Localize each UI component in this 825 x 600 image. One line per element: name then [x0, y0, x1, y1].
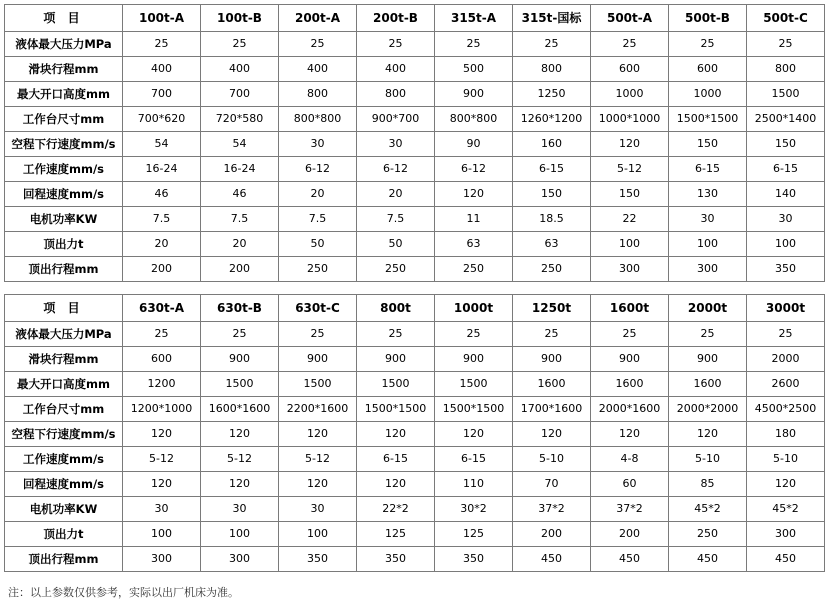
cell: 350	[747, 257, 825, 282]
cell: 50	[279, 232, 357, 257]
cell: 25	[669, 32, 747, 57]
cell: 900	[357, 347, 435, 372]
cell: 70	[513, 472, 591, 497]
table-row	[5, 422, 825, 447]
cell: 300	[669, 257, 747, 282]
cell: 2200*1600	[279, 397, 357, 422]
cell: 4500*2500	[747, 397, 825, 422]
column-header: 1250t	[513, 295, 591, 322]
cell: 6-12	[435, 157, 513, 182]
cell: 120	[357, 472, 435, 497]
cell: 54	[201, 132, 279, 157]
table-row	[5, 472, 825, 497]
cell: 30	[123, 497, 201, 522]
cell: 120	[747, 472, 825, 497]
table-row	[5, 522, 825, 547]
cell: 25	[357, 32, 435, 57]
row-header: 滑块行程mm	[5, 347, 123, 372]
table-row	[5, 82, 825, 107]
cell: 900	[201, 347, 279, 372]
table-row	[5, 372, 825, 397]
cell: 300	[123, 547, 201, 572]
column-header: 项 目	[5, 295, 123, 322]
cell: 450	[591, 547, 669, 572]
row-header: 电机功率KW	[5, 207, 123, 232]
cell: 150	[591, 182, 669, 207]
cell: 1000*1000	[591, 107, 669, 132]
cell: 6-15	[357, 447, 435, 472]
table-row	[5, 157, 825, 182]
cell: 350	[435, 547, 513, 572]
cell: 25	[669, 322, 747, 347]
cell: 6-15	[747, 157, 825, 182]
row-header: 顶出行程mm	[5, 547, 123, 572]
row-header: 工作速度mm/s	[5, 447, 123, 472]
cell: 150	[669, 132, 747, 157]
cell: 1000	[591, 82, 669, 107]
cell: 400	[279, 57, 357, 82]
cell: 2000*1600	[591, 397, 669, 422]
cell: 250	[435, 257, 513, 282]
cell: 1000	[669, 82, 747, 107]
cell: 1600	[513, 372, 591, 397]
row-header: 空程下行速度mm/s	[5, 422, 123, 447]
cell: 25	[279, 322, 357, 347]
cell: 400	[201, 57, 279, 82]
cell: 600	[669, 57, 747, 82]
cell: 30	[747, 207, 825, 232]
cell: 900	[669, 347, 747, 372]
cell: 90	[435, 132, 513, 157]
cell: 25	[123, 32, 201, 57]
cell: 120	[201, 422, 279, 447]
cell: 22	[591, 207, 669, 232]
table-row	[5, 232, 825, 257]
cell: 180	[747, 422, 825, 447]
cell: 4-8	[591, 447, 669, 472]
cell: 700*620	[123, 107, 201, 132]
cell: 600	[591, 57, 669, 82]
table-row	[5, 347, 825, 372]
cell: 150	[747, 132, 825, 157]
cell: 5-10	[513, 447, 591, 472]
column-header: 500t-B	[669, 5, 747, 32]
cell: 800*800	[435, 107, 513, 132]
cell: 100	[279, 522, 357, 547]
cell: 25	[357, 322, 435, 347]
column-header: 1600t	[591, 295, 669, 322]
cell: 25	[279, 32, 357, 57]
cell: 1500	[201, 372, 279, 397]
cell: 125	[357, 522, 435, 547]
table-row	[5, 107, 825, 132]
cell: 46	[123, 182, 201, 207]
column-header: 630t-C	[279, 295, 357, 322]
table-row	[5, 547, 825, 572]
cell: 120	[669, 422, 747, 447]
cell: 120	[513, 422, 591, 447]
cell: 6-12	[279, 157, 357, 182]
cell: 700	[201, 82, 279, 107]
cell: 1500*1500	[435, 397, 513, 422]
column-header: 项 目	[5, 5, 123, 32]
cell: 1600	[591, 372, 669, 397]
table-row	[5, 207, 825, 232]
cell: 120	[591, 132, 669, 157]
table-header-row	[5, 5, 825, 32]
row-header: 顶出力t	[5, 522, 123, 547]
table-row	[5, 322, 825, 347]
cell: 120	[591, 422, 669, 447]
cell: 900	[435, 347, 513, 372]
cell: 120	[357, 422, 435, 447]
table-row	[5, 447, 825, 472]
cell: 7.5	[279, 207, 357, 232]
cell: 16-24	[123, 157, 201, 182]
cell: 2500*1400	[747, 107, 825, 132]
cell: 25	[513, 322, 591, 347]
cell: 37*2	[591, 497, 669, 522]
cell: 100	[591, 232, 669, 257]
column-header: 100t-A	[123, 5, 201, 32]
cell: 800	[279, 82, 357, 107]
cell: 25	[747, 32, 825, 57]
row-header: 液体最大压力MPa	[5, 322, 123, 347]
cell: 5-12	[279, 447, 357, 472]
cell: 900	[279, 347, 357, 372]
footnote: 注：以上参数仅供参考，实际以出厂机床为准。	[8, 586, 239, 599]
cell: 45*2	[747, 497, 825, 522]
table-row	[5, 257, 825, 282]
cell: 120	[435, 422, 513, 447]
cell: 1500	[279, 372, 357, 397]
column-header: 200t-A	[279, 5, 357, 32]
spec-table-2	[4, 294, 825, 572]
column-header: 315t-A	[435, 5, 513, 32]
cell: 800	[513, 57, 591, 82]
cell: 25	[513, 32, 591, 57]
cell: 300	[591, 257, 669, 282]
cell: 45*2	[669, 497, 747, 522]
cell: 120	[435, 182, 513, 207]
cell: 85	[669, 472, 747, 497]
cell: 450	[669, 547, 747, 572]
cell: 120	[279, 422, 357, 447]
row-header: 电机功率KW	[5, 497, 123, 522]
cell: 1200*1000	[123, 397, 201, 422]
row-header: 液体最大压力MPa	[5, 32, 123, 57]
cell: 160	[513, 132, 591, 157]
cell: 350	[357, 547, 435, 572]
table-row	[5, 497, 825, 522]
cell: 450	[747, 547, 825, 572]
cell: 25	[435, 32, 513, 57]
column-header: 500t-A	[591, 5, 669, 32]
cell: 54	[123, 132, 201, 157]
cell: 7.5	[201, 207, 279, 232]
cell: 250	[669, 522, 747, 547]
cell: 350	[279, 547, 357, 572]
cell: 300	[201, 547, 279, 572]
cell: 6-15	[669, 157, 747, 182]
cell: 20	[279, 182, 357, 207]
cell: 30	[357, 132, 435, 157]
row-header: 回程速度mm/s	[5, 182, 123, 207]
cell: 600	[123, 347, 201, 372]
cell: 900	[513, 347, 591, 372]
cell: 5-10	[747, 447, 825, 472]
cell: 25	[747, 322, 825, 347]
cell: 22*2	[357, 497, 435, 522]
cell: 11	[435, 207, 513, 232]
cell: 25	[123, 322, 201, 347]
cell: 150	[513, 182, 591, 207]
cell: 1600*1600	[201, 397, 279, 422]
cell: 25	[591, 322, 669, 347]
cell: 46	[201, 182, 279, 207]
cell: 900	[435, 82, 513, 107]
spec-table-1	[4, 4, 825, 282]
cell: 20	[123, 232, 201, 257]
cell: 300	[747, 522, 825, 547]
cell: 500	[435, 57, 513, 82]
cell: 100	[123, 522, 201, 547]
cell: 120	[201, 472, 279, 497]
cell: 6-12	[357, 157, 435, 182]
cell: 30*2	[435, 497, 513, 522]
row-header: 工作速度mm/s	[5, 157, 123, 182]
cell: 5-12	[591, 157, 669, 182]
cell: 25	[201, 322, 279, 347]
table-row	[5, 32, 825, 57]
row-header: 最大开口高度mm	[5, 372, 123, 397]
cell: 1500*1500	[669, 107, 747, 132]
row-header: 最大开口高度mm	[5, 82, 123, 107]
table-row	[5, 182, 825, 207]
cell: 450	[513, 547, 591, 572]
cell: 800	[747, 57, 825, 82]
cell: 7.5	[357, 207, 435, 232]
cell: 800	[357, 82, 435, 107]
cell: 6-15	[435, 447, 513, 472]
cell: 18.5	[513, 207, 591, 232]
cell: 140	[747, 182, 825, 207]
cell: 2000	[747, 347, 825, 372]
row-header: 回程速度mm/s	[5, 472, 123, 497]
cell: 1700*1600	[513, 397, 591, 422]
cell: 5-10	[669, 447, 747, 472]
cell: 25	[201, 32, 279, 57]
column-header: 500t-C	[747, 5, 825, 32]
cell: 7.5	[123, 207, 201, 232]
row-header: 滑块行程mm	[5, 57, 123, 82]
column-header: 630t-A	[123, 295, 201, 322]
row-header: 工作台尺寸mm	[5, 107, 123, 132]
cell: 125	[435, 522, 513, 547]
cell: 700	[123, 82, 201, 107]
cell: 5-12	[201, 447, 279, 472]
column-header: 100t-B	[201, 5, 279, 32]
cell: 1200	[123, 372, 201, 397]
column-header: 2000t	[669, 295, 747, 322]
cell: 100	[747, 232, 825, 257]
column-header: 200t-B	[357, 5, 435, 32]
column-header: 3000t	[747, 295, 825, 322]
cell: 720*580	[201, 107, 279, 132]
cell: 63	[513, 232, 591, 257]
cell: 800*800	[279, 107, 357, 132]
cell: 25	[435, 322, 513, 347]
cell: 110	[435, 472, 513, 497]
column-header: 315t-国标	[513, 5, 591, 32]
cell: 20	[357, 182, 435, 207]
cell: 30	[201, 497, 279, 522]
cell: 25	[591, 32, 669, 57]
table-row	[5, 132, 825, 157]
table-header-row	[5, 295, 825, 322]
cell: 30	[669, 207, 747, 232]
row-header: 顶出行程mm	[5, 257, 123, 282]
cell: 100	[669, 232, 747, 257]
cell: 5-12	[123, 447, 201, 472]
cell: 30	[279, 497, 357, 522]
cell: 2600	[747, 372, 825, 397]
cell: 1500	[357, 372, 435, 397]
table-row	[5, 57, 825, 82]
cell: 60	[591, 472, 669, 497]
cell: 200	[201, 257, 279, 282]
cell: 120	[123, 422, 201, 447]
cell: 200	[591, 522, 669, 547]
cell: 16-24	[201, 157, 279, 182]
cell: 250	[357, 257, 435, 282]
column-header: 800t	[357, 295, 435, 322]
cell: 37*2	[513, 497, 591, 522]
column-header: 630t-B	[201, 295, 279, 322]
cell: 1500	[747, 82, 825, 107]
cell: 400	[357, 57, 435, 82]
cell: 120	[279, 472, 357, 497]
cell: 2000*2000	[669, 397, 747, 422]
cell: 900*700	[357, 107, 435, 132]
cell: 1500*1500	[357, 397, 435, 422]
cell: 200	[513, 522, 591, 547]
cell: 50	[357, 232, 435, 257]
cell: 900	[591, 347, 669, 372]
cell: 63	[435, 232, 513, 257]
cell: 400	[123, 57, 201, 82]
cell: 200	[123, 257, 201, 282]
cell: 1600	[669, 372, 747, 397]
cell: 250	[279, 257, 357, 282]
cell: 6-15	[513, 157, 591, 182]
cell: 130	[669, 182, 747, 207]
row-header: 工作台尺寸mm	[5, 397, 123, 422]
cell: 1260*1200	[513, 107, 591, 132]
cell: 1250	[513, 82, 591, 107]
row-header: 顶出力t	[5, 232, 123, 257]
cell: 1500	[435, 372, 513, 397]
cell: 120	[123, 472, 201, 497]
cell: 30	[279, 132, 357, 157]
column-header: 1000t	[435, 295, 513, 322]
cell: 250	[513, 257, 591, 282]
cell: 20	[201, 232, 279, 257]
table-row	[5, 397, 825, 422]
row-header: 空程下行速度mm/s	[5, 132, 123, 157]
cell: 100	[201, 522, 279, 547]
